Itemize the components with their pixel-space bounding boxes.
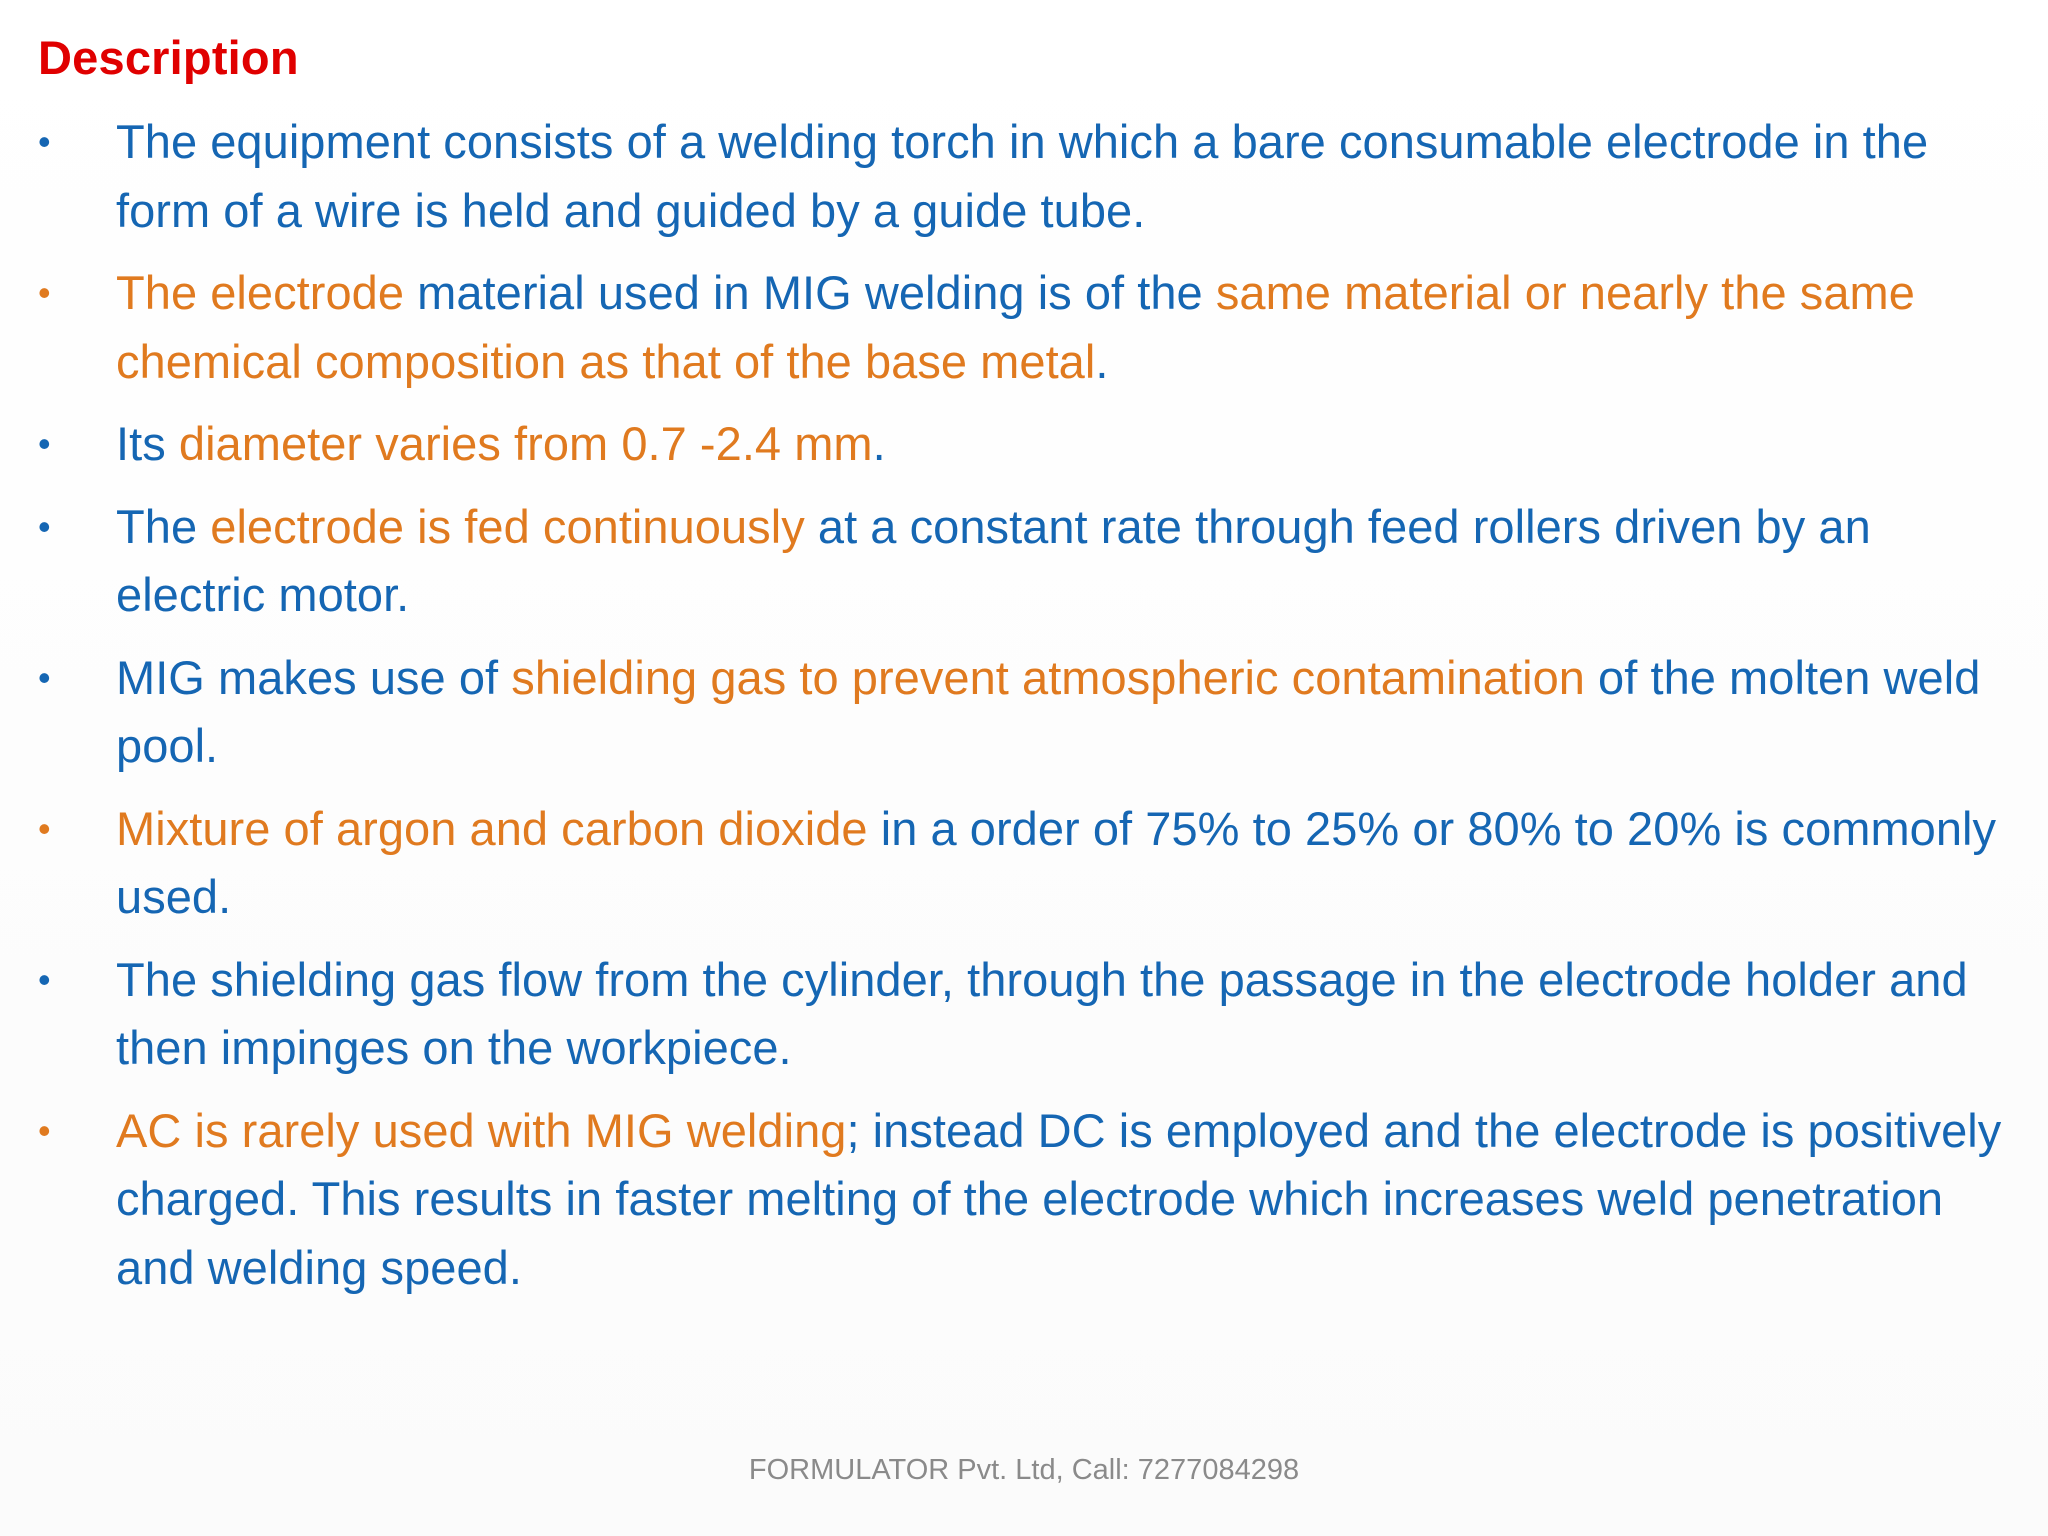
body-text: The	[116, 499, 211, 553]
bullet-item	[38, 644, 2008, 781]
body-text: at a constant rate through feed rollers driven by an electric motor.	[116, 499, 1871, 621]
bullet-text	[116, 108, 2008, 245]
highlighted-text: AC is rarely used with MIG welding	[116, 1103, 847, 1157]
bullet-item	[38, 1097, 2008, 1303]
bullet-text	[116, 410, 2008, 479]
footer-text: FORMULATOR Pvt. Ltd, Call: 7277084298	[748, 1454, 1300, 1486]
highlighted-text: same material or nearly the same chemical composition as that of the base metal	[116, 266, 1915, 388]
bullet-marker: •	[38, 505, 51, 547]
bullet-marker: •	[38, 807, 51, 849]
bullet-text	[116, 259, 2008, 396]
bullet-marker: •	[38, 272, 51, 313]
highlighted-text: The electrode	[116, 266, 405, 319]
highlighted-text: shielding gas to prevent atmospheric contamination	[511, 650, 1585, 704]
bullet-item	[38, 493, 2008, 630]
body-text: of the molten weld pool.	[116, 650, 1981, 772]
bullet-text	[116, 795, 2008, 932]
bullet-text	[116, 946, 2008, 1083]
slide-title: Description	[38, 31, 299, 84]
highlighted-text: electrode is fed continuously	[210, 499, 805, 553]
body-text: ; instead DC is employed and the electrode is positively charged. This results in faster melting of the electrode which increases weld penetration and welding speed.	[116, 1103, 2002, 1294]
bullet-item	[38, 946, 2008, 1083]
body-text: material used in MIG welding is of the	[404, 266, 1216, 319]
bullet-marker: •	[38, 423, 51, 464]
bullet-item	[38, 108, 2008, 245]
body-text: The shielding gas flow from the cylinder, through the passage in the electrode holder and then impinges on the workpiece.	[116, 952, 1968, 1074]
bullet-list	[38, 108, 2008, 1316]
bullet-item	[38, 795, 2008, 932]
bullet-marker: •	[38, 656, 51, 698]
bullet-marker: •	[38, 121, 51, 162]
bullet-marker: •	[38, 1109, 51, 1151]
bullet-text	[116, 1097, 2008, 1303]
bullet-item	[38, 259, 2008, 396]
bullet-item	[38, 410, 2008, 479]
body-text: in a order of 75% to 25% or 80% to 20% is commonly used.	[116, 801, 1997, 923]
bullet-text	[116, 493, 2008, 630]
bullet-text	[116, 644, 2008, 781]
body-text: Its	[116, 417, 179, 470]
body-text: The equipment consists of a welding torch in which a bare consumable electrode in the form of a wire is held and guided by a guide tube.	[116, 115, 1929, 237]
highlighted-text: Mixture of argon and carbon dioxide	[116, 801, 868, 855]
bullet-marker: •	[38, 958, 51, 1000]
body-text: MIG makes use of	[116, 650, 512, 704]
body-text: .	[1095, 334, 1109, 388]
highlighted-text: diameter varies from 0.7 -2.4 mm	[178, 417, 873, 470]
body-text: .	[872, 417, 886, 470]
